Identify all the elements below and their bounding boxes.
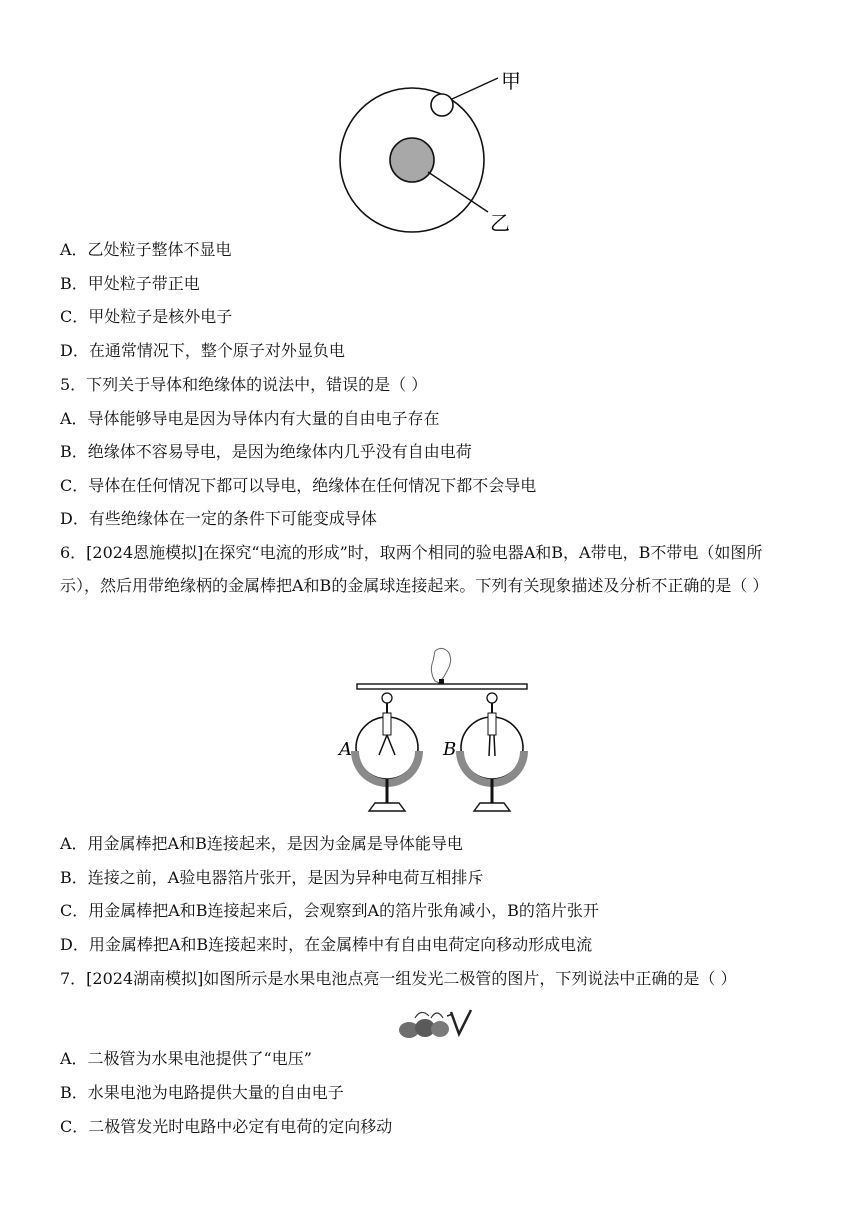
q4-option-c: C．甲处粒子是核外电子 <box>60 307 233 326</box>
q6-option-d: D．用金属棒把A和B连接起来时，在金属棒中有自由电荷定向移动形成电流 <box>60 935 593 954</box>
label-jia: 甲 <box>501 69 521 93</box>
label-a: A <box>339 739 352 760</box>
q6-option-c: C．用金属棒把A和B连接起来后，会观察到A的箔片张角减小，B的箔片张开 <box>60 901 599 920</box>
q5-option-b: B．绝缘体不容易导电，是因为绝缘体内几乎没有自由电荷 <box>60 442 472 461</box>
label-b: B <box>443 739 457 760</box>
q6-stem: 6．[2024恩施模拟]在探究“电流的形成”时，取两个相同的验电器A和B，A带电，B不带电（如图所示），然后用带绝缘柄的金属棒把A和B的金属球连接起来。下列有关现象描述及分析不正确的是（ ） <box>60 543 769 595</box>
electroscope-figure <box>335 643 535 823</box>
q6-option-a: A．用金属棒把A和B连接起来，是因为金属是导体能导电 <box>60 834 463 853</box>
q7-option-a: A．二极管为水果电池提供了“电压” <box>60 1049 312 1068</box>
nucleus <box>390 138 434 182</box>
q5-option-d: D．有些绝缘体在一定的条件下可能变成导体 <box>60 509 377 528</box>
q4-option-b: B．甲处粒子带正电 <box>60 274 200 293</box>
label-yi: 乙 <box>490 211 510 235</box>
metal-rod <box>357 684 527 689</box>
q7-stem: 7．[2024湖南模拟]如图所示是水果电池点亮一组发光二极管的图片，下列说法中正确的是（ ） <box>60 969 737 988</box>
q4-option-d: D．在通常情况下，整个原子对外显负电 <box>60 341 345 360</box>
q5-stem: 5．下列关于导体和绝缘体的说法中，错误的是（ ） <box>60 375 428 394</box>
q5-option-c: C．导体在任何情况下都可以导电，绝缘体在任何情况下都不会导电 <box>60 476 537 495</box>
fruit-battery-figure <box>395 1006 475 1040</box>
q7-option-b: B．水果电池为电路提供大量的自由电子 <box>60 1083 344 1102</box>
q7-option-c: C．二极管发光时电路中必定有电荷的定向移动 <box>60 1117 393 1136</box>
electroscope-a <box>351 693 423 811</box>
electron <box>431 94 453 116</box>
q4-option-a: A．乙处粒子整体不显电 <box>60 240 232 259</box>
atom-figure <box>330 60 540 240</box>
electroscope-b <box>456 693 528 811</box>
q5-option-a: A．导体能够导电是因为导体内有大量的自由电子存在 <box>60 409 440 428</box>
q6-option-b: B．连接之前，A验电器箔片张开，是因为异种电荷互相排斥 <box>60 868 484 887</box>
